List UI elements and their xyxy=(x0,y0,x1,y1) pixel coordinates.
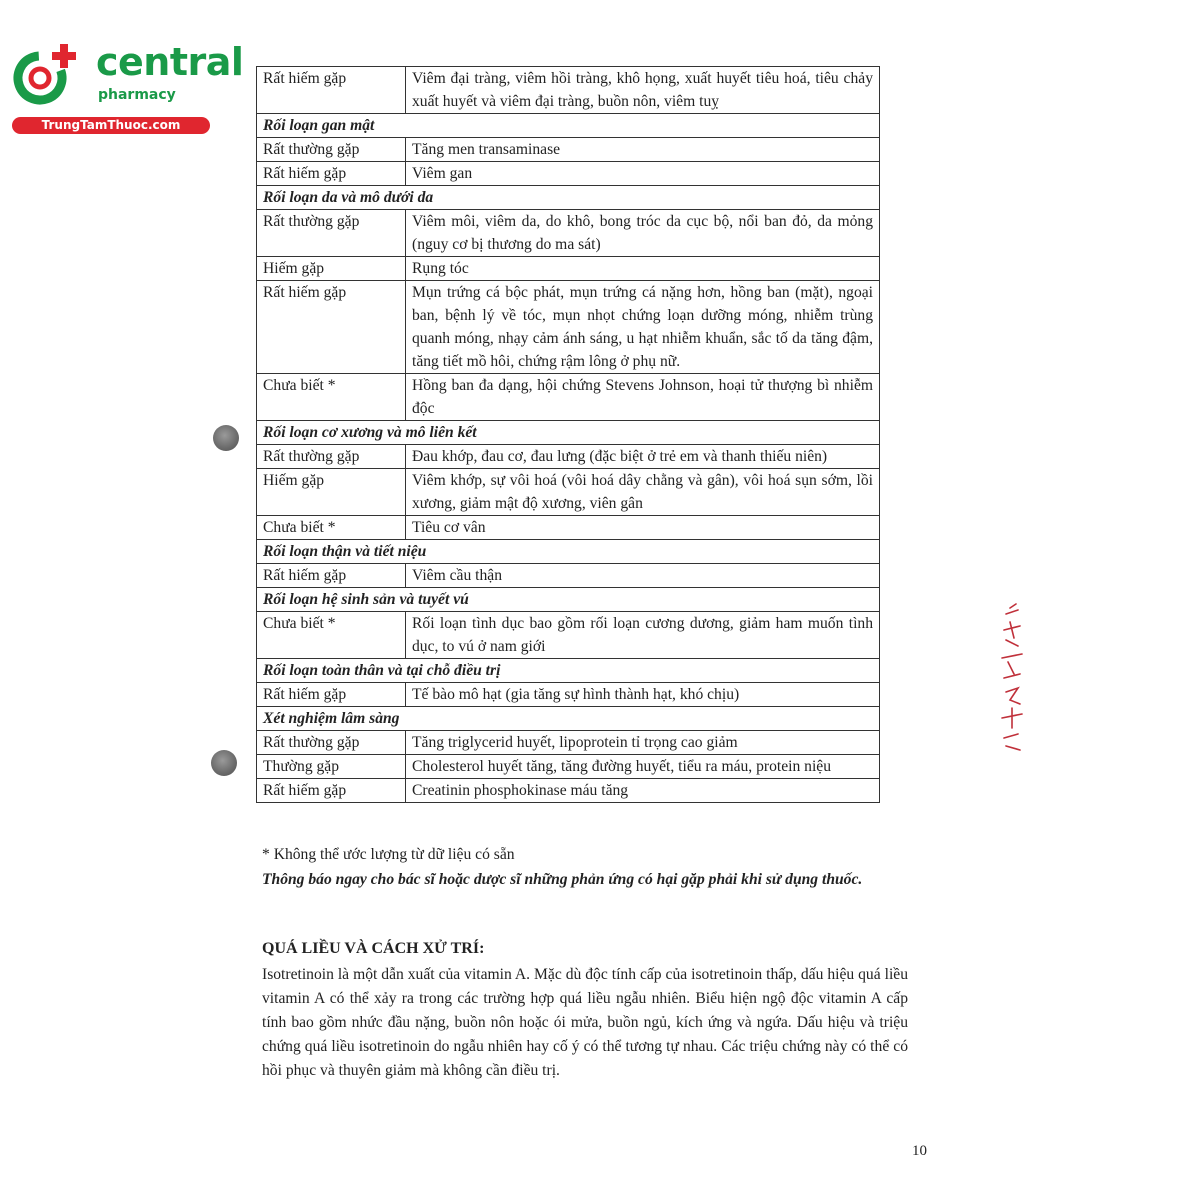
table-row xyxy=(257,281,880,374)
frequency-cell: Rất hiếm gặp xyxy=(257,67,406,114)
table-row xyxy=(257,445,880,469)
page-number: 10 xyxy=(912,1143,927,1159)
effect-description-cell: Creatinin phosphokinase máu tăng xyxy=(406,779,880,803)
overdose-heading: QUÁ LIỀU VÀ CÁCH XỬ TRÍ: xyxy=(262,940,485,957)
effect-description-cell: Tăng men transaminase xyxy=(406,138,880,162)
table-row xyxy=(257,257,880,281)
pharmacy-cross-logo-icon xyxy=(10,42,80,108)
frequency-cell: Rất thường gặp xyxy=(257,210,406,257)
frequency-cell: Chưa biết * xyxy=(257,612,406,659)
section-row xyxy=(257,707,880,731)
handwritten-signature-mark xyxy=(988,600,1038,760)
section-row xyxy=(257,588,880,612)
effect-description-cell: Cholesterol huyết tăng, tăng đường huyết, tiểu ra máu, protein niệu xyxy=(406,755,880,779)
punch-hole xyxy=(211,750,237,776)
section-title: Xét nghiệm lâm sàng xyxy=(257,707,880,731)
frequency-cell: Rất thường gặp xyxy=(257,445,406,469)
punch-hole xyxy=(213,425,239,451)
effect-description-cell: Mụn trứng cá bộc phát, mụn trứng cá nặng hơn, hồng ban (mặt), ngoại ban, bệnh lý về tóc, mụn nhọt chứng loạn dưỡng móng, nhiễm trùng quanh móng, nhạy cảm ánh sáng, u hạt nhiễm khuẩn, sắc tố da tăng đậm, tăng tiết mồ hôi, chứng rậm lông ở phụ nữ. xyxy=(406,281,880,374)
brand-name: central xyxy=(96,40,244,84)
table-row xyxy=(257,210,880,257)
table-row xyxy=(257,138,880,162)
frequency-cell: Rất hiếm gặp xyxy=(257,281,406,374)
frequency-cell: Rất thường gặp xyxy=(257,138,406,162)
table-row xyxy=(257,564,880,588)
section-row xyxy=(257,421,880,445)
section-title: Rối loạn hệ sinh sản và tuyết vú xyxy=(257,588,880,612)
section-row xyxy=(257,114,880,138)
central-pharmacy-logo[interactable] xyxy=(10,36,244,136)
brand-subtitle: pharmacy xyxy=(98,87,176,103)
effect-description-cell: Tế bào mô hạt (gia tăng sự hình thành hạt, khó chịu) xyxy=(406,683,880,707)
section-title: Rối loạn toàn thân và tại chỗ điều trị xyxy=(257,659,880,683)
table-row xyxy=(257,755,880,779)
table-row xyxy=(257,67,880,114)
effect-description-cell: Viêm môi, viêm da, do khô, bong tróc da cục bộ, nổi ban đỏ, da mỏng (nguy cơ bị thương do ma sát) xyxy=(406,210,880,257)
table-footnote: * Không thể ước lượng từ dữ liệu có sẵn xyxy=(262,846,515,863)
table-row xyxy=(257,779,880,803)
effect-description-cell: Tăng triglycerid huyết, lipoprotein tỉ trọng cao giảm xyxy=(406,731,880,755)
section-title: Rối loạn thận và tiết niệu xyxy=(257,540,880,564)
frequency-cell: Hiếm gặp xyxy=(257,469,406,516)
frequency-cell: Chưa biết * xyxy=(257,374,406,421)
effect-description-cell: Hồng ban đa dạng, hội chứng Stevens Johnson, hoại tử thượng bì nhiễm độc xyxy=(406,374,880,421)
table-row xyxy=(257,731,880,755)
effect-description-cell: Rối loạn tình dục bao gồm rối loạn cương dương, giảm ham muốn tình dục, to vú ở nam giới xyxy=(406,612,880,659)
frequency-cell: Rất thường gặp xyxy=(257,731,406,755)
brand-url: TrungTamThuoc.com xyxy=(12,117,210,134)
effect-description-cell: Viêm đại tràng, viêm hồi tràng, khô họng, xuất huyết tiêu hoá, tiêu chảy xuất huyết và viêm đại tràng, buồn nôn, viêm tuỵ xyxy=(406,67,880,114)
table-row xyxy=(257,162,880,186)
effect-description-cell: Đau khớp, đau cơ, đau lưng (đặc biệt ở trẻ em và thanh thiếu niên) xyxy=(406,445,880,469)
table-row xyxy=(257,516,880,540)
frequency-cell: Rất hiếm gặp xyxy=(257,564,406,588)
effect-description-cell: Viêm khớp, sự vôi hoá (vôi hoá dây chằng và gân), vôi hoá sụn sớm, lồi xương, giảm mật độ xương, viên gân xyxy=(406,469,880,516)
section-row xyxy=(257,186,880,210)
frequency-cell: Rất hiếm gặp xyxy=(257,779,406,803)
effect-description-cell: Rụng tóc xyxy=(406,257,880,281)
section-row xyxy=(257,659,880,683)
overdose-paragraph: Isotretinoin là một dẫn xuất của vitamin A. Mặc dù độc tính cấp của isotretinoin thấp, dấu hiệu quá liều vitamin A có thể xảy ra trong các trường hợp quá liều ngẫu nhiên. Biểu hiện ngộ độc vitamin A cấp tính bao gồm nhức đầu nặng, buồn nôn hoặc ói mửa, buồn ngủ, kích ứng và ngứa. Dấu hiệu và triệu chứng quá liều isotretinoin do ngẫu nhiên hay cố ý có thể tương tự nhau. Các triệu chứng này có thể có hồi phục và thuyên giảm mà không cần điều trị. xyxy=(262,966,908,1079)
section-title: Rối loạn da và mô dưới da xyxy=(257,186,880,210)
frequency-cell: Rất hiếm gặp xyxy=(257,162,406,186)
adverse-effects-table xyxy=(256,66,880,803)
effect-description-cell: Viêm gan xyxy=(406,162,880,186)
warning-notice: Thông báo ngay cho bác sĩ hoặc dược sĩ những phản ứng có hại gặp phải khi sử dụng thuốc. xyxy=(262,871,863,888)
table-row xyxy=(257,612,880,659)
frequency-cell: Rất hiếm gặp xyxy=(257,683,406,707)
effect-description-cell: Tiêu cơ vân xyxy=(406,516,880,540)
frequency-cell: Chưa biết * xyxy=(257,516,406,540)
table-row xyxy=(257,469,880,516)
table-row xyxy=(257,374,880,421)
frequency-cell: Thường gặp xyxy=(257,755,406,779)
effect-description-cell: Viêm cầu thận xyxy=(406,564,880,588)
section-title: Rối loạn cơ xương và mô liên kết xyxy=(257,421,880,445)
table-row xyxy=(257,683,880,707)
section-title: Rối loạn gan mật xyxy=(257,114,880,138)
frequency-cell: Hiếm gặp xyxy=(257,257,406,281)
section-row xyxy=(257,540,880,564)
